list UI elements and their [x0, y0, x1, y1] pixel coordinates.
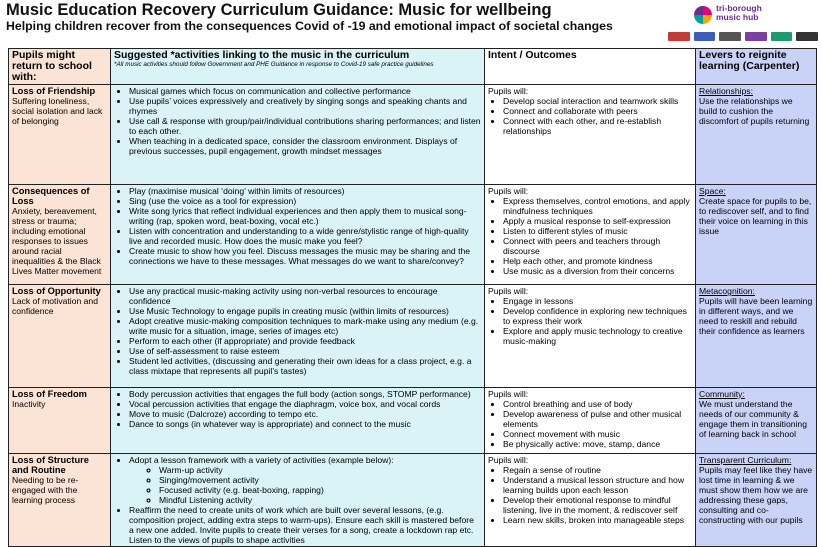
- activity-item: • Create music to show how you feel. Discuss messages the music may be sharing and the connections we have to these messages. What messages do we want to share/convey?: [129, 246, 481, 266]
- intent-item: • Explore and apply music technology to creative music-making: [503, 326, 692, 346]
- pupils-cell: [9, 388, 111, 454]
- table-row: [9, 454, 817, 547]
- activity-subitem: ◦ Warm-up activity: [159, 465, 481, 475]
- partner-logo-icon: [719, 32, 741, 41]
- activity-item: • Use Music Technology to engage pupils in creating music (within limits of resources): [129, 306, 481, 316]
- activity-list: [114, 455, 481, 545]
- intent-list: [488, 196, 692, 276]
- activity-list: [114, 286, 481, 376]
- loss-title: Loss of Freedom: [12, 389, 87, 399]
- loss-description: Lack of motivation and confidence: [12, 296, 98, 316]
- activity-item: [129, 455, 481, 505]
- activities-cell: [111, 185, 485, 285]
- activity-item: • Use any practical music-making activity using non-verbal resources to encourage confidence: [129, 286, 481, 306]
- loss-description: Suffering loneliness, social isolation and lack of belonging: [12, 96, 103, 126]
- intent-cell: [485, 185, 696, 285]
- activity-item: • When teaching in a dedicated space, consider the classroom environment. Displays of previous successes, pupil engagement, growth mindset messages: [129, 136, 481, 156]
- lever-cell: [696, 185, 817, 285]
- intent-item: • Develop social interaction and teamwork skills: [503, 96, 692, 106]
- intent-item: • Regain a sense of routine: [503, 465, 692, 475]
- header-activities: [111, 49, 485, 85]
- activity-item: • Use of self-assessment to raise esteem: [129, 346, 481, 356]
- intent-cell: [485, 85, 696, 185]
- partner-logo-icon: [771, 32, 793, 41]
- loss-title: Loss of Opportunity: [12, 286, 101, 296]
- header-intent: Intent / Outcomes: [485, 49, 696, 85]
- guidance-table: [8, 48, 817, 547]
- pupils-cell: [9, 185, 111, 285]
- lever-cell: [696, 388, 817, 454]
- activity-subitem: ◦ Singing/movement activity: [159, 475, 481, 485]
- activity-item: • Body percussion activities that engages the full body (action songs, STOMP performance): [129, 389, 481, 399]
- intent-item: • Connect with each other, and re-establish relationships: [503, 116, 692, 136]
- lever-description: Pupils will have been learning in different ways, and we need to reskill and rebuild their confidence as learners: [699, 296, 813, 336]
- activity-list: [114, 186, 481, 266]
- pupils-cell: [9, 454, 111, 547]
- intent-item: • Engage in lessons: [503, 296, 692, 306]
- activity-item: • Use call & response with group/pair/individual contributions sharing performances; and listen to each other.: [129, 116, 481, 136]
- header-activities-note: *All music activities should follow Government and PHE Guidance in response to Covid-19 safe practice guidelines: [114, 61, 434, 68]
- partner-logo-icon: [694, 32, 716, 41]
- lever-title: Space:: [699, 186, 726, 196]
- intent-item: • Develop awareness of pulse and other musical elements: [503, 409, 692, 429]
- page-subtitle: Helping children recover from the consequences Covid of -19 and emotional impact of societal changes: [6, 19, 613, 33]
- lever-description: Create space for pupils to be, to rediscover self, and to find their voice on learning in this issue: [699, 196, 812, 236]
- intent-cell: [485, 388, 696, 454]
- intent-item: • Express themselves, control emotions, and apply mindfulness techniques: [503, 196, 692, 216]
- intent-item: • Listen to different styles of music: [503, 226, 692, 236]
- lever-cell: [696, 454, 817, 547]
- activity-item: • Dance to songs (in whatever way is appropriate) and connect to the music: [129, 419, 481, 429]
- activity-lead: Adopt a lesson framework with a variety of activities (example below):: [129, 455, 394, 465]
- table-row: [9, 85, 817, 185]
- activity-item: • Perform to each other (if appropriate) and provide feedback: [129, 336, 481, 346]
- activity-item: • Reaffirm the need to create units of work which are built over several lessons, (e.g. composition project, adding extra steps to warm-ups). Ensure each skill is mastered before a new one added. Invite pupils to create their verses for a song, create a lockdown rap etc. Listen to the views of pupils to shape activities: [129, 505, 481, 545]
- lever-title: Community:: [699, 389, 745, 399]
- intent-item: • Develop confidence in exploring new techniques to express their work: [503, 306, 692, 326]
- lever-title: Transparent Curriculum:: [699, 455, 792, 465]
- intent-list: [488, 296, 692, 346]
- loss-title: Loss of Structure and Routine: [12, 455, 89, 475]
- intent-item: • Connect movement with music: [503, 429, 692, 439]
- pupils-cell: [9, 85, 111, 185]
- activities-cell: [111, 85, 485, 185]
- intent-item: • Learn new skills, broken into manageable steps: [503, 515, 692, 525]
- partner-logo-row: [668, 29, 818, 43]
- intent-item: • Understand a musical lesson structure and how learning builds upon each lesson: [503, 475, 692, 495]
- intent-lead: Pupils will:: [488, 455, 529, 465]
- header-pupils: Pupils might return to school with:: [9, 49, 111, 85]
- table-row: [9, 388, 817, 454]
- intent-item: • Connect with peers and teachers through discourse: [503, 236, 692, 256]
- activity-item: • Sing (use the voice as a tool for expression): [129, 196, 481, 206]
- activity-item: • Listen with concentration and understanding to a wide genre/stylistic range of high-quality live and recorded music. How does the music make you feel?: [129, 226, 481, 246]
- lever-description: Pupils may feel like they have lost time in learning & we must show them how we are addressing these gaps, consulting and co-constructing with our pupils: [699, 465, 813, 525]
- intent-item: • Help each other, and promote kindness: [503, 256, 692, 266]
- activity-sublist: [129, 465, 481, 505]
- intent-cell: [485, 285, 696, 388]
- activity-subitem: ◦ Mindful Listening activity: [159, 495, 481, 505]
- lever-description: We must understand the needs of our community & engage them in transitioning of learning back in school: [699, 399, 807, 439]
- table-row: [9, 285, 817, 388]
- intent-item: • Be physically active: move, stamp, dance: [503, 439, 692, 449]
- intent-lead: Pupils will:: [488, 389, 529, 399]
- music-hub-logo: [694, 4, 804, 26]
- intent-item: • Connect and collaborate with peers: [503, 106, 692, 116]
- lever-cell: [696, 285, 817, 388]
- intent-lead: Pupils will:: [488, 86, 529, 96]
- activity-item: • Adopt creative music-making composition techniques to mark-make using any medium (e.g. write music for a situation, image, series of images etc): [129, 316, 481, 336]
- lever-title: Metacognition:: [699, 286, 755, 296]
- intent-lead: Pupils will:: [488, 186, 529, 196]
- activity-subitem: ◦ Focused activity (e.g. beat-boxing, rapping): [159, 485, 481, 495]
- intent-item: • Control breathing and use of body: [503, 399, 692, 409]
- activities-cell: [111, 388, 485, 454]
- partner-logo-icon: [668, 32, 690, 41]
- activities-cell: [111, 285, 485, 388]
- lever-title: Relationships:: [699, 86, 753, 96]
- intent-cell: [485, 454, 696, 547]
- intent-item: • Use music as a diversion from their concerns: [503, 266, 692, 276]
- intent-lead: Pupils will:: [488, 286, 529, 296]
- header-activities-label: Suggested *activities linking to the music in the curriculum: [114, 49, 410, 61]
- loss-title: Consequences of Loss: [12, 186, 90, 206]
- activity-item: • Use pupils’ voices expressively and creatively by singing songs and speaking chants and rhymes: [129, 96, 481, 116]
- header-levers: Levers to reignite learning (Carpenter): [696, 49, 817, 85]
- lever-cell: [696, 85, 817, 185]
- intent-list: [488, 399, 692, 449]
- intent-list: [488, 96, 692, 136]
- lever-description: Use the relationships we build to cushion the discomfort of pupils returning: [699, 96, 810, 126]
- intent-item: • Develop their emotional response to mindful listening, live in the moment, & rediscover self: [503, 495, 692, 515]
- music-hub-logo-text: tri-borough music hub: [716, 3, 762, 22]
- activity-item: • Student led activities, (discussing and generating their own ideas for a class project, e.g. a class mixtape that represents all pupil’s tastes): [129, 356, 481, 376]
- activity-item: • Play (maximise musical ‘doing’ within limits of resources): [129, 186, 481, 196]
- intent-item: • Apply a musical response to self-expression: [503, 216, 692, 226]
- activity-item: • Musical games which focus on communication and collective performance: [129, 86, 481, 96]
- table-header-row: [9, 49, 817, 85]
- loss-description: Needing to be re-engaged with the learning process: [12, 475, 79, 505]
- partner-logo-icon: [745, 32, 767, 41]
- music-hub-logo-icon: [694, 6, 712, 24]
- page-title: Music Education Recovery Curriculum Guidance: Music for wellbeing: [6, 1, 552, 19]
- table-row: [9, 185, 817, 285]
- loss-description: Inactivity: [12, 399, 46, 409]
- activity-item: • Vocal percussion activities that engage the diaphragm, voice box, and vocal cords: [129, 399, 481, 409]
- intent-list: [488, 465, 692, 525]
- partner-logo-icon: [796, 32, 818, 41]
- activity-list: [114, 86, 481, 156]
- activities-cell: [111, 454, 485, 547]
- pupils-cell: [9, 285, 111, 388]
- activity-item: • Write song lyrics that reflect individual experiences and then apply them to musical song-writing (rap, spoken word, beat-boxing, vocal etc.): [129, 206, 481, 226]
- activity-item: • Move to music (Dalcroze) according to tempo etc.: [129, 409, 481, 419]
- loss-description: Anxiety, bereavement, stress or trauma; including emotional responses to issues around racial inequalities & the Black Lives Matter movement: [12, 206, 102, 276]
- loss-title: Loss of Friendship: [12, 86, 96, 96]
- partner-logos: [668, 2, 818, 46]
- activity-list: [114, 389, 481, 429]
